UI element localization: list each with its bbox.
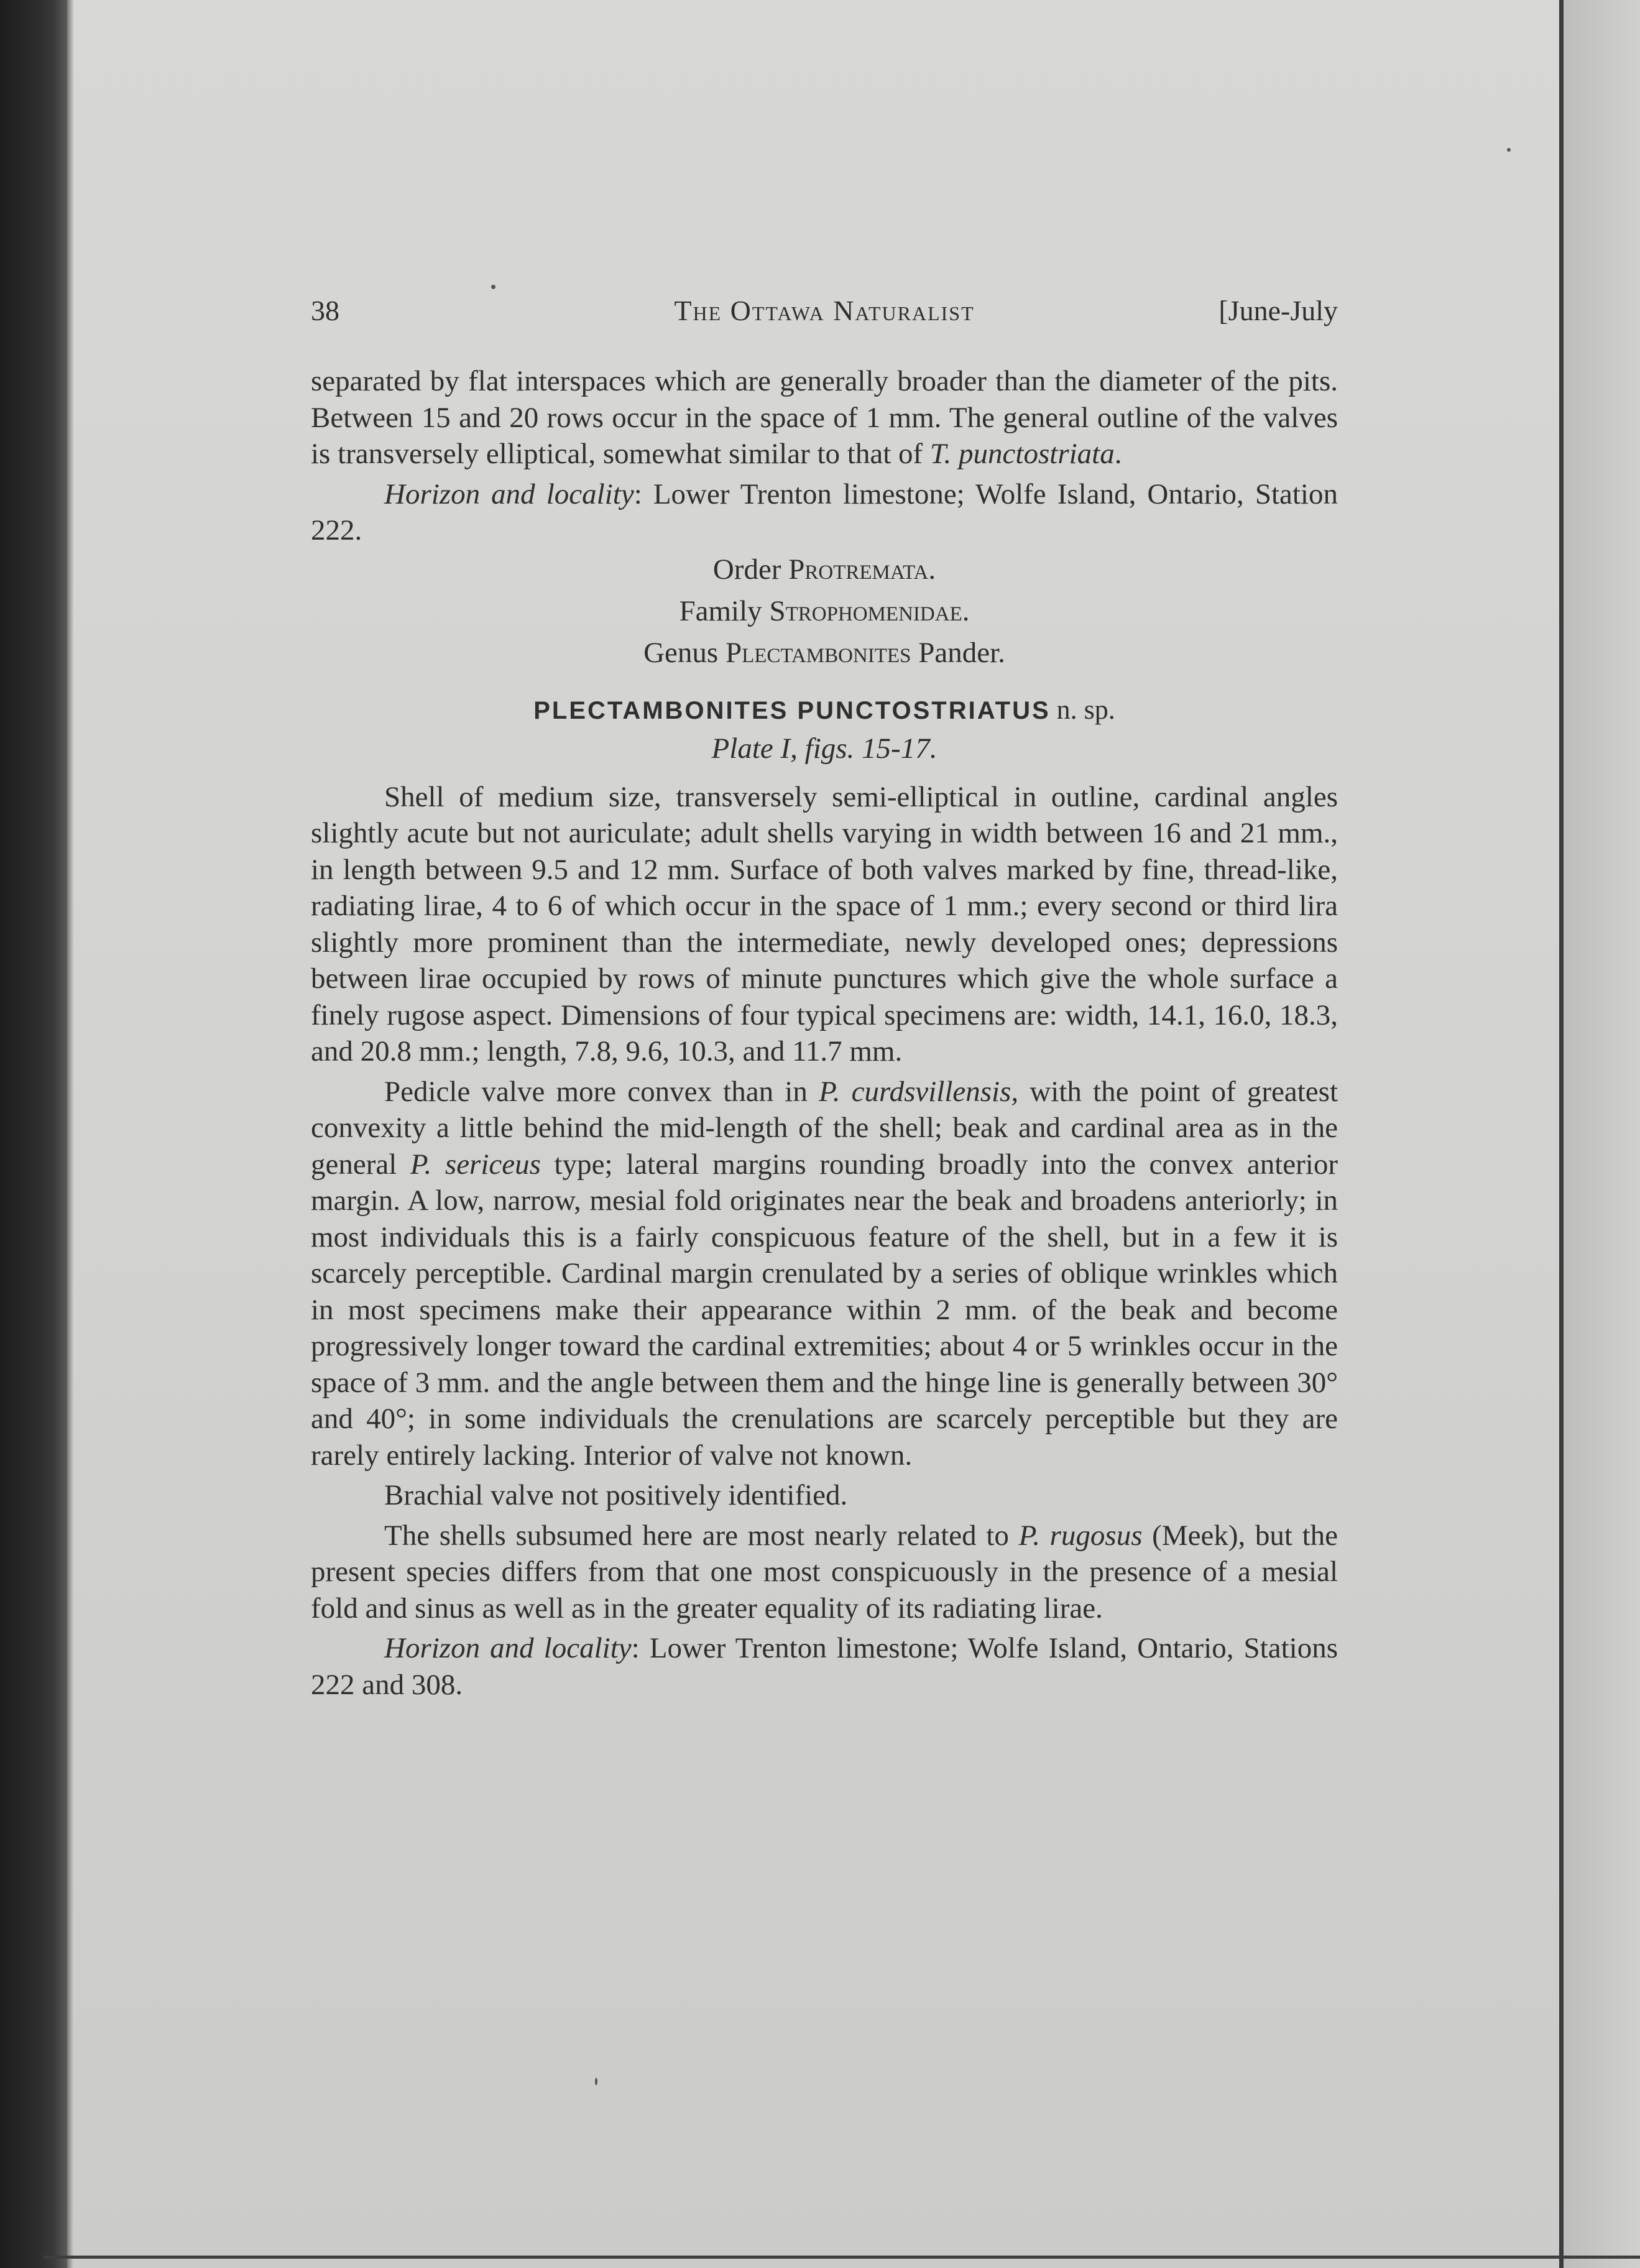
scan-speck xyxy=(595,2078,597,2085)
comparison-paragraph xyxy=(311,1518,1338,1627)
right-page-edge xyxy=(1564,0,1640,2268)
genus-name: Plectambonites xyxy=(725,636,911,669)
running-head xyxy=(311,292,1338,330)
species-reference: P. curdsvillensis, xyxy=(819,1075,1019,1108)
intro-paragraph xyxy=(311,363,1338,472)
intro-text: separated by flat interspaces which are generally broader than the diameter of the pits. Between 15 and 20 rows occur in the space of 1 mm. The general outline of the valves is transversely elliptical, somewhat similar to that of xyxy=(311,365,1338,470)
scan-speck xyxy=(491,285,495,289)
species-heading xyxy=(311,691,1338,729)
pedicle-text-start: Pedicle valve more convex than in xyxy=(384,1075,808,1108)
genus-author: Pander. xyxy=(918,636,1005,669)
order-end: . xyxy=(928,553,936,586)
intro-end: . xyxy=(1114,438,1122,470)
order-line xyxy=(311,549,1338,591)
horizon-label: Horizon and locality xyxy=(384,1632,632,1664)
family-prefix: Family xyxy=(679,594,762,627)
order-prefix: Order xyxy=(712,553,781,586)
document-page xyxy=(311,292,1338,2033)
horizon-text: : Lower Trenton limestone; Wolfe Island, Ontario, Station 222. xyxy=(311,477,1338,546)
family-line xyxy=(311,591,1338,632)
comparison-text-end: (Meek), but the present species differs from that one most conspicuously in the presence of a mesial fold and sinus as well as in the greater equality of its radiating lirae. xyxy=(311,1519,1338,1625)
book-binding-edge xyxy=(0,0,67,2268)
order-name: Protremata xyxy=(788,553,929,586)
horizon-text: : Lower Trenton limestone; Wolfe Island, Ontario, Stations 222 and 308. xyxy=(311,1632,1338,1701)
family-end: . xyxy=(962,594,970,627)
right-margin-rule xyxy=(1559,0,1564,2268)
plate-reference: Plate I, figs. 15-17. xyxy=(711,732,937,765)
species-reference: T. punctostriata xyxy=(929,438,1115,470)
issue-date: [June-July xyxy=(1218,295,1338,326)
horizon-label: Horizon and locality xyxy=(384,477,634,510)
comparison-text-start: The shells subsumed here are most nearly related to xyxy=(384,1519,1009,1552)
article-body xyxy=(311,363,1338,1703)
family-name: Strophomenidae xyxy=(769,594,962,627)
species-name: PLECTAMBONITES PUNCTOSTRIATUS xyxy=(533,696,1051,724)
horizon-locality-1 xyxy=(311,476,1338,549)
bottom-margin-rule xyxy=(44,2256,1640,2259)
scan-speck xyxy=(1507,148,1511,152)
journal-title: The Ottawa Naturalist xyxy=(674,295,975,326)
pedicle-text-end: type; lateral margins rounding broadly into the convex anterior margin. A low, narrow, mesial fold originates near the beak and broadens anteriorly; in most individuals this is a fairly conspicuous feature of the shell, but in a few it is scarcely perceptible. Cardinal margin crenulated by a series of oblique wrinkles which in most specimens make their appearance within 2 mm. of the beak and become progressively longer toward the cardinal extremities; about 4 or 5 wrinkles occur in the space of 3 mm. and the angle between them and the hinge line is generally between 30° and 40°; in some individuals the crenulations are scarcely perceptible but they are rarely entirely lacking. Interior of valve not known. xyxy=(311,1148,1338,1472)
page-number: 38 xyxy=(311,295,339,326)
description-paragraph: Shell of medium size, transversely semi-elliptical in outline, cardinal angles slightly acute but not auriculate; adult shells varying in width between 16 and 21 mm., in length between 9.5 and 12 mm. Surface of both valves marked by fine, thread-like, radiating lirae, 4 to 6 of which occur in the space of 1 mm.; every second or third lira slightly more prominent than the intermediate, newly developed ones; depressions between lirae occupied by rows of minute punctures which give the whole surface a finely rugose aspect. Dimensions of four typical specimens are: width, 14.1, 16.0, 18.3, and 20.8 mm.; length, 7.8, 9.6, 10.3, and 11.7 mm. xyxy=(311,780,1338,1067)
pedicle-valve-paragraph xyxy=(311,1074,1338,1474)
genus-prefix: Genus xyxy=(643,636,719,669)
binding-shadow xyxy=(67,0,73,2268)
genus-line xyxy=(311,632,1338,674)
horizon-locality-2 xyxy=(311,1630,1338,1703)
species-reference: P. sericeus xyxy=(410,1148,541,1181)
new-species-tag: n. sp. xyxy=(1056,694,1115,725)
pedicle-text-mid: with the point of greatest convexity a little behind the mid-length of the shell; beak and cardinal area as in the general xyxy=(311,1075,1338,1181)
species-reference: P. rugosus xyxy=(1018,1519,1143,1552)
brachial-valve-paragraph: Brachial valve not positively identified. xyxy=(384,1479,848,1511)
